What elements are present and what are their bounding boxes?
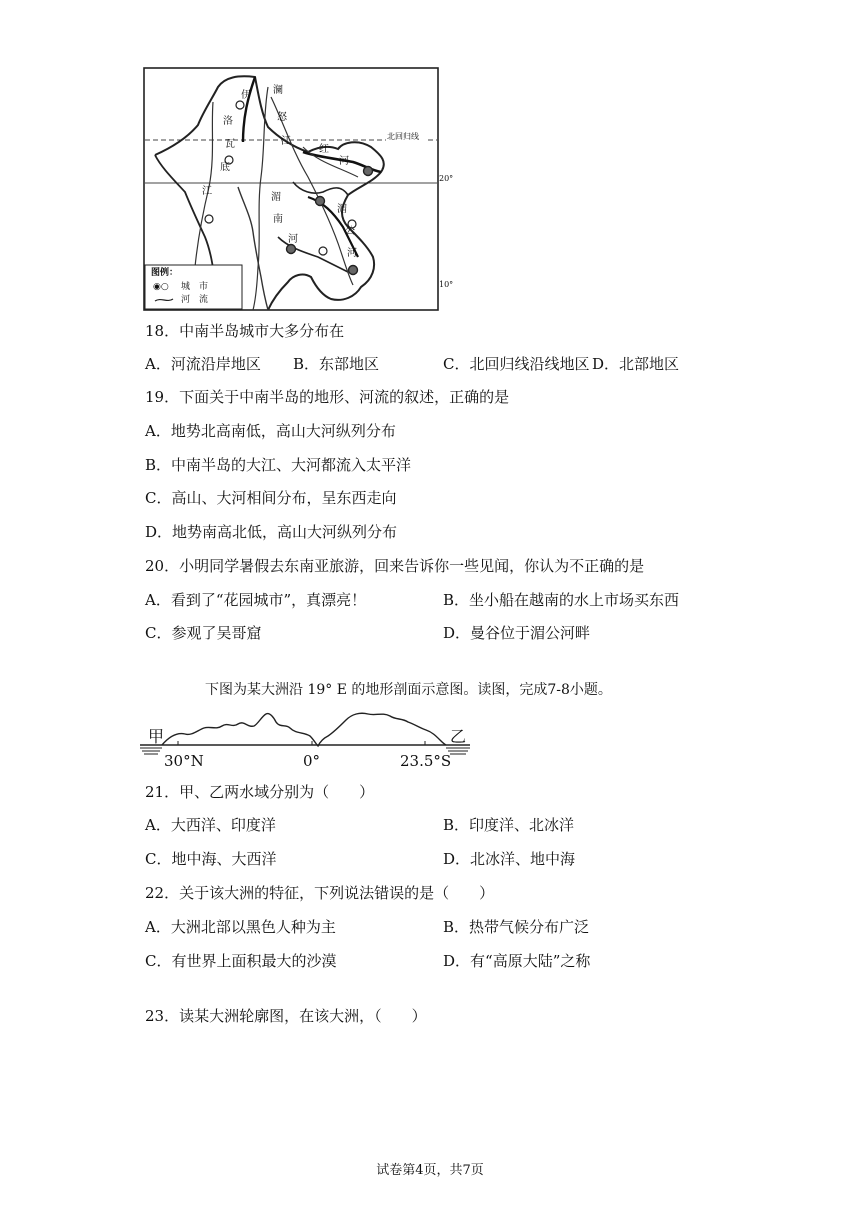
map-legend-river-label: 河 流 xyxy=(181,295,209,305)
map-label-irrawaddy-2: 洛 xyxy=(223,116,233,127)
map-label-lancang: 澜 xyxy=(273,85,283,96)
q22-option-d: D．有“高原大陆”之称 xyxy=(443,952,591,970)
map-label-salween-1: 怒 xyxy=(277,112,287,123)
terrain-profile xyxy=(140,708,470,770)
map-legend-city-label: 城 市 xyxy=(181,282,209,292)
q19-option-c: C．高山、大河相间分布，呈东西走向 xyxy=(145,489,397,507)
map-label-irrawaddy-4: 底 xyxy=(220,162,230,173)
map-legend-city-symbols: ◉○ xyxy=(153,282,169,292)
question-22-stem: 22．关于该大洲的特征，下列说法错误的是（ ） xyxy=(145,884,495,902)
profile-lat-23-5s: 23.5°S xyxy=(400,752,452,770)
q22-option-a: A．大洲北部以黑色人种为主 xyxy=(145,918,336,936)
map-label-mekong-1: 湄 xyxy=(337,204,347,215)
profile-left-water-label: 甲 xyxy=(148,727,165,746)
question-21-stem: 21．甲、乙两水域分别为（ ） xyxy=(145,783,375,801)
q20-option-a: A．看到了“花园城市”，真漂亮！ xyxy=(145,591,367,609)
q19-option-a: A．地势北高南低，高山大河纵列分布 xyxy=(145,422,396,440)
q18-option-d: D．北部地区 xyxy=(592,355,680,373)
question-18-stem: 18．中南半岛城市大多分布在 xyxy=(145,322,345,340)
q22-option-b: B．热带气候分布广泛 xyxy=(443,918,590,936)
page-footer: 试卷第4页，共7页 xyxy=(376,1163,484,1178)
map-label-salween-2: 江 xyxy=(281,136,291,147)
map-label-lat-20: 20° xyxy=(439,174,454,183)
map-label-chao-phraya-2: 南 xyxy=(273,214,283,225)
map-label-mekong-3: 河 xyxy=(347,248,357,259)
q18-option-c: C．北回归线沿线地区 xyxy=(443,355,590,373)
profile-intro: 下图为某大洲沿 19° E 的地形剖面示意图。读图，完成7-8小题。 xyxy=(205,682,612,698)
map-legend-title: 图例： xyxy=(151,268,179,278)
q22-option-c: C．有世界上面积最大的沙漠 xyxy=(145,952,337,970)
indochina-map-drawing xyxy=(143,67,439,311)
q19-option-d: D．地势南高北低，高山大河纵列分布 xyxy=(145,523,398,541)
map-label-irrawaddy-3: 瓦 xyxy=(225,139,235,150)
q19-option-b: B．中南半岛的大江、大河都流入太平洋 xyxy=(145,456,412,474)
question-20-stem: 20．小明同学暑假去东南亚旅游，回来告诉你一些见闻，你认为不正确的是 xyxy=(145,557,645,575)
map-label-red-river-2: 河 xyxy=(339,156,349,167)
q21-option-a: A．大西洋、印度洋 xyxy=(145,816,276,834)
map-label-irrawaddy-5: 江 xyxy=(202,186,212,197)
q21-option-c: C．地中海、大西洋 xyxy=(145,850,277,868)
map-label-lat-10: 10° xyxy=(439,280,454,289)
question-23-stem: 23．读某大洲轮廓图，在该大洲，（ ） xyxy=(145,1007,427,1025)
question-19-stem: 19．下面关于中南半岛的地形、河流的叙述，正确的是 xyxy=(145,388,510,406)
q20-option-b: B．坐小船在越南的水上市场买东西 xyxy=(443,591,680,609)
map-label-chao-phraya-3: 河 xyxy=(288,234,298,245)
q21-option-b: B．印度洋、北冰洋 xyxy=(443,816,575,834)
q21-option-d: D．北冰洋、地中海 xyxy=(443,850,576,868)
q20-option-c: C．参观了吴哥窟 xyxy=(145,624,262,642)
q18-option-b: B．东部地区 xyxy=(293,355,380,373)
map-label-tropic: 北回归线 xyxy=(387,132,419,141)
map-label-mekong-2: 公 xyxy=(345,226,355,237)
q18-option-a: A．河流沿岸地区 xyxy=(145,355,261,373)
profile-lat-30n: 30°N xyxy=(164,752,204,770)
profile-lat-0: 0° xyxy=(303,752,321,770)
q20-option-d: D．曼谷位于湄公河畔 xyxy=(443,624,591,642)
map-label-irrawaddy-1: 伊 xyxy=(241,90,251,101)
profile-right-water-label: 乙 xyxy=(450,727,467,746)
map-label-chao-phraya-1: 湄 xyxy=(271,192,281,203)
map-label-red-river-1: 红 xyxy=(319,144,329,155)
indochina-map xyxy=(143,67,454,311)
